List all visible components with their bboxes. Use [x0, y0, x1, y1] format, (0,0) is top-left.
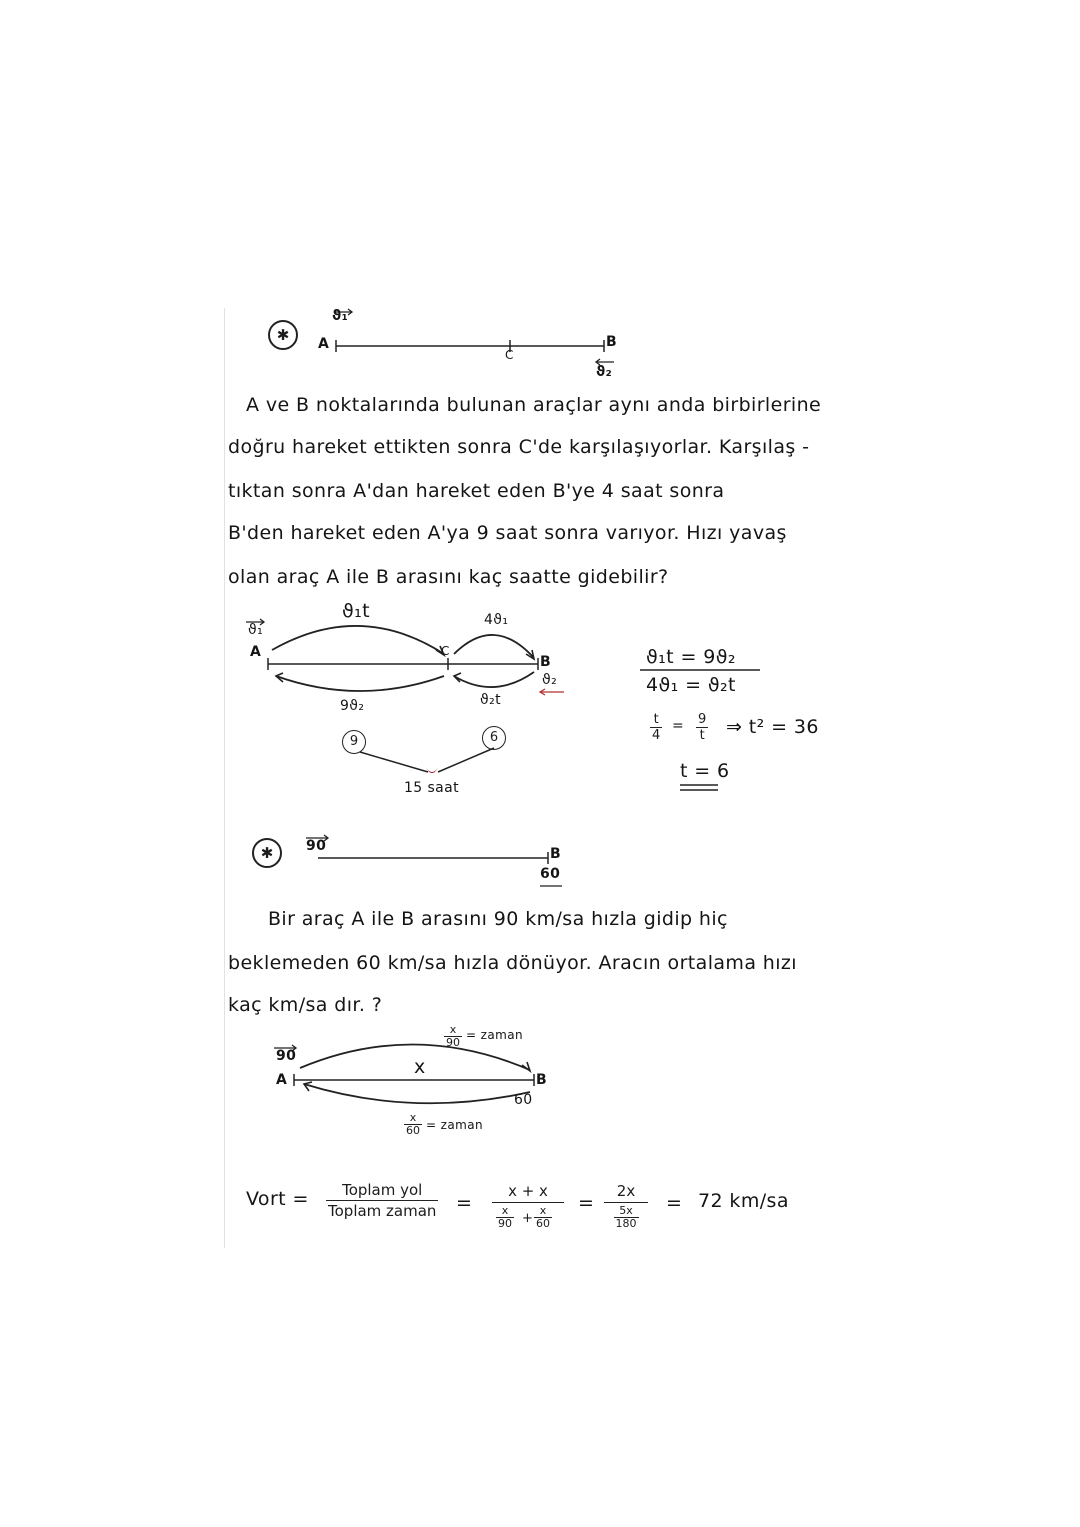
p2-sol-point-a: A [276, 1072, 288, 1088]
p2-v90-label: 90 [306, 838, 327, 854]
p2-top-time-frac: $\frac{x}{90}$ [446, 1023, 460, 1049]
p1-arc-ca-bottom-label: 9ϑ₂ [340, 698, 365, 714]
p1-circle-9: 9 [342, 730, 366, 754]
p2-arc-bottom [304, 1084, 530, 1103]
p1-point-c: C [505, 348, 514, 362]
p2-sol-distance: x [414, 1056, 426, 1078]
p2-avg-definition: Toplam yol Toplam zaman [328, 1181, 437, 1220]
p1-ratio-right: $\frac{9}{t}$ [698, 712, 707, 743]
p2-bottom-time-frac: $\frac{x}{60}$ [406, 1111, 420, 1137]
p1-arc-ac-top [272, 626, 444, 654]
p2-sol-v60-label: 60 [514, 1092, 533, 1108]
p1-text-line-5: olan araç A ile B arasını kaç saatte gidebilir? [228, 566, 669, 588]
p1-text-line-4: B'den hareket eden A'ya 9 saat sonra varıyor. Hızı yavaş [228, 522, 787, 544]
p2-step2-frac: 2x $\frac{5x}{180}$ [604, 1182, 648, 1231]
p1-text-line-1: A ve B noktalarında bulunan araçlar aynı anda birbirlerine [246, 394, 822, 416]
p2-bottom-time-suffix: = zaman [426, 1118, 483, 1132]
p1-eq1: ϑ₁t = 9ϑ₂ [646, 646, 736, 668]
p1-sol-point-b: B [540, 654, 552, 670]
p1-sol-v2-label: ϑ₂ [542, 672, 558, 688]
p2-result: 72 km/sa [698, 1190, 789, 1212]
p2-sol-point-b: B [536, 1072, 548, 1088]
problem1-star-marker: ✱ [268, 320, 298, 350]
problem2-star-marker: ✱ [252, 838, 282, 868]
p1-implies-t-squared: ⇒ t² = 36 [726, 716, 819, 738]
p2-v60-label: 60 [540, 866, 561, 882]
p1-arc-bc-bottom-label: ϑ₂t [480, 692, 501, 708]
p2-v-avg-label: Vort = [246, 1188, 309, 1210]
p1-text-line-3: tıktan sonra A'dan hareket eden B'ye 4 saat sonra [228, 480, 725, 502]
p2-sol-v90-label: 90 [276, 1048, 297, 1064]
p1-sol-point-c: C [441, 644, 450, 658]
p2-text-line-1: Bir araç A ile B arasını 90 km/sa hızla gidip hiç [268, 908, 728, 930]
p1-arc-cb-top-label: 4ϑ₁ [484, 612, 509, 628]
p1-ratio-equals: = [672, 718, 685, 734]
p1-sol-point-a: A [250, 644, 262, 660]
p1-v1-label: ϑ₁ [332, 308, 349, 324]
p2-eq-2: = [578, 1192, 595, 1214]
p1-ratio-left: $\frac{t}{4}$ [652, 712, 661, 743]
p1-point-b: B [606, 334, 618, 350]
p2-top-time-suffix: = zaman [466, 1028, 523, 1042]
p2-step1-frac: x + x $\frac{x}{90}$ + $\frac{x}{60}$ [492, 1182, 564, 1233]
p1-arc-ca-bottom [276, 676, 444, 691]
p1-arc-ac-top-label: ϑ₁t [342, 600, 371, 622]
p2-text-line-2: beklemeden 60 km/sa hızla dönüyor. Aracın ortalama hızı [228, 952, 797, 974]
p1-point-a: A [318, 336, 330, 352]
p2-point-b: B [550, 846, 562, 862]
p1-arc-cb-top [454, 635, 534, 658]
p2-text-line-3: kaç km/sa dır. ? [228, 994, 383, 1016]
p1-eq2: 4ϑ₁ = ϑ₂t [646, 674, 736, 696]
p1-circle-6: 6 [482, 726, 506, 750]
p2-eq-1: = [456, 1192, 473, 1214]
p2-eq-3: = [666, 1192, 683, 1214]
p1-v2-label: ϑ₂ [596, 364, 613, 380]
p1-sol-v1-label: ϑ₁ [248, 622, 264, 638]
p1-result: t = 6 [680, 760, 730, 782]
p1-total-time: 15 saat [404, 780, 460, 796]
p1-text-line-2: doğru hareket ettikten sonra C'de karşılaşıyorlar. Karşılaş - [228, 436, 810, 458]
p1-arc-bc-bottom [454, 672, 534, 687]
